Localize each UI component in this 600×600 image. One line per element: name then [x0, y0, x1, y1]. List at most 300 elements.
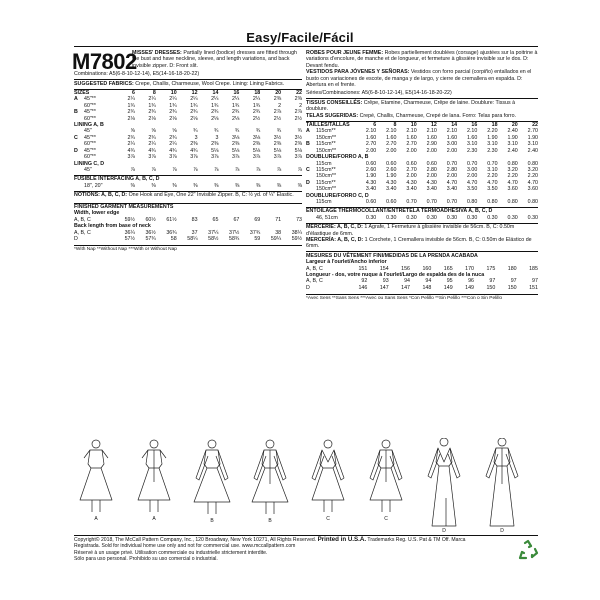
table-cell: 1.90 — [527, 134, 538, 141]
table-cell: 1.60 — [426, 134, 437, 141]
fabric-width: 46, 51cm — [316, 214, 338, 221]
table-cell: 2¼ — [211, 96, 219, 103]
table-cell: 3.00 — [446, 141, 458, 148]
view-letter — [74, 154, 84, 160]
table-cell: 2.30 — [467, 147, 478, 154]
entoilage-title: ENTOILAGE THERMOCOLLANT/ENTRETELA TERMOADHESIVA A, B, C, D — [306, 207, 538, 215]
table-cell: ⅝ — [130, 128, 135, 135]
mesures-title: MESURES DU VÊTEMENT FINI/MEDIDAS DE LA PRENDA ACABADA — [306, 251, 538, 259]
table-cell: 4¾ — [169, 147, 177, 154]
fabric-width: 45"** — [84, 109, 96, 116]
table-cell: 2¾ — [190, 109, 198, 116]
telas-text: Crepé, Challis, Charmeuse, Crepé de lana. Forro: Telas para forro. — [359, 112, 517, 119]
finished-title: FINISHED GARMENT MEASUREMENTS — [74, 203, 302, 211]
table-cell: 3⅞ — [273, 154, 282, 161]
sens-footnote: *Avec Sens **Sans Sens ***Avec ou Sans Sens *Con Pelillo **Sin Pelillo ***Con o Sin Pelillo — [306, 294, 538, 302]
table-cell: 1.60 — [365, 134, 377, 141]
footer-rule — [74, 535, 538, 536]
size-cell: 12 — [430, 122, 437, 129]
table-cell: 1¾ — [127, 102, 135, 109]
table-cell: 37½ — [229, 229, 240, 236]
fabric-width: 60"** — [84, 141, 96, 148]
yardage-lining-cd — [74, 167, 302, 173]
table-cell: 2¾ — [169, 134, 177, 141]
view-label-b-back: B — [268, 518, 272, 524]
table-cell: 83 — [191, 216, 198, 223]
description-es-title: VESTIDOS PARA JÓVENES Y SEÑORAS: — [306, 69, 410, 76]
table-cell: 58 — [170, 236, 177, 243]
table-cell: 0.70 — [406, 198, 417, 205]
table-cell: 4¾ — [190, 147, 198, 154]
table-cell: ⅜ — [255, 182, 261, 189]
table-cell: 4.30 — [406, 179, 417, 186]
table-cell: 3⅞ — [211, 154, 219, 161]
mesures-longueur — [306, 278, 538, 291]
size-cell: 12 — [191, 90, 198, 97]
dress-illustrations-svg — [74, 438, 538, 533]
table-cell: 0.80 — [507, 160, 518, 167]
table-cell: 2¼ — [169, 141, 177, 148]
table-cell: 0.30 — [507, 214, 518, 221]
fabric-width: 115cm — [316, 160, 332, 167]
table-cell: 2.00 — [406, 173, 417, 180]
table-cell: ⅝ — [151, 128, 156, 135]
table-cell: 2⅛ — [211, 115, 219, 122]
table-cell: 2¼ — [148, 96, 156, 103]
table-row — [74, 116, 302, 122]
table-cell: 58½ — [208, 236, 219, 243]
table-cell: 151 — [358, 265, 368, 272]
yardage-interfacing — [74, 183, 302, 189]
table-cell: 73 — [296, 216, 303, 223]
table-cell: 3⅛ — [231, 134, 240, 141]
tissus-text: Crêpe, Etamine, Charmeuse, Crêpe de laine. Doublure: Tissus à doublure. — [306, 99, 516, 113]
metrage-entoilage — [306, 215, 538, 221]
table-cell: 36¼ — [124, 229, 135, 236]
table-cell: 2.60 — [386, 166, 397, 173]
table-cell: 2.40 — [507, 128, 518, 135]
fabric-width: 150cm** — [316, 173, 337, 180]
table-cell: 0.30 — [406, 214, 417, 221]
table-cell: ¾ — [214, 128, 219, 135]
fabric-width: 150cm** — [316, 186, 337, 193]
table-cell: 3.40 — [406, 186, 417, 193]
table-cell: 2.10 — [446, 128, 458, 135]
table-cell: 148 — [422, 284, 432, 291]
view-letter: A, B, C — [74, 229, 91, 236]
tailles-label: TAILLES/TALLAS — [306, 122, 350, 129]
table-cell: 3 — [194, 134, 198, 141]
pattern-number: M7802 — [72, 49, 137, 74]
table-cell: 2⅛ — [127, 115, 135, 122]
yardage-main — [74, 96, 302, 122]
table-cell: 0.80 — [487, 198, 498, 205]
table-cell: 38¼ — [291, 229, 303, 236]
view-letter: D — [74, 147, 78, 154]
table-cell: 3⅞ — [252, 154, 261, 161]
table-cell: 0.70 — [467, 160, 478, 167]
table-cell: 2.10 — [467, 128, 478, 135]
table-cell: ¾ — [276, 128, 282, 135]
table-cell: ⅞ — [151, 166, 156, 173]
table-cell: 2⅛ — [190, 115, 198, 122]
usage-line-es: Sólo para uso personal. Prohibido su uso comercial o industrial. — [74, 556, 218, 563]
table-cell: ⅜ — [130, 182, 135, 189]
table-cell: 4.70 — [446, 179, 458, 186]
table-cell: ⅞ — [214, 166, 219, 173]
table-cell: 2.00 — [406, 147, 417, 154]
table-cell: 3½ — [294, 134, 303, 141]
telas — [306, 113, 538, 119]
merceria — [306, 237, 538, 250]
dress-d-back-drawing — [486, 438, 518, 526]
fabric-width: 45" — [84, 166, 92, 173]
description-fr — [306, 50, 538, 69]
table-cell: ⅜ — [276, 182, 282, 189]
table-cell: 2¾ — [148, 109, 156, 116]
table-cell: 2.00 — [467, 173, 478, 180]
table-cell: 2.70 — [386, 141, 397, 148]
table-cell: 2½ — [273, 115, 282, 122]
table-cell: 2.70 — [406, 166, 417, 173]
table-cell: 4.30 — [426, 179, 437, 186]
table-cell: 3.10 — [507, 141, 518, 148]
table-cell: 0.60 — [365, 160, 377, 167]
table-cell: 4.70 — [487, 179, 498, 186]
table-cell: 147 — [379, 284, 389, 291]
table-cell: 67 — [233, 216, 240, 223]
table-cell: ⅞ — [276, 166, 282, 173]
table-cell: 4¾ — [127, 147, 135, 154]
fabrics-text: Crepe, Challis, Charmeuse, Wool Crepe. Lining: Lining Fabrics. — [135, 80, 285, 87]
table-row — [74, 167, 302, 173]
table-cell: 3.40 — [426, 186, 437, 193]
table-cell: 0.60 — [406, 160, 417, 167]
table-row — [74, 183, 302, 189]
table-cell: 2¾ — [127, 134, 135, 141]
table-cell: 185 — [529, 265, 538, 272]
description-en-title: MISSES' DRESSES: — [132, 50, 182, 56]
table-cell: 97 — [532, 278, 538, 285]
description-fr-text: Robes partiellement doublées (corsage) ajustées sur la poitrine à variations d'encolure, de manche et de longueur, et fermeture à glissière invisible sur le dos. D: Devant fendu. — [306, 50, 538, 69]
table-cell: 3.50 — [467, 186, 478, 193]
table-cell: 3⅞ — [231, 154, 240, 161]
table-cell: 0.70 — [446, 160, 458, 167]
view-letter: B — [306, 141, 310, 148]
table-cell: 1.60 — [446, 134, 458, 141]
fabric-width: 60"** — [84, 154, 96, 161]
table-cell: 3.40 — [386, 186, 397, 193]
table-cell: 36½ — [145, 229, 156, 236]
table-cell: 2.10 — [386, 128, 397, 135]
table-cell: 2⅜ — [273, 96, 282, 103]
table-cell: 58¼ — [187, 236, 198, 243]
description-fr-title: ROBES POUR JEUNE FEMME: — [306, 50, 384, 56]
table-cell: 37¼ — [208, 229, 219, 236]
dress-c-front-drawing — [312, 440, 344, 512]
table-cell: 2¾ — [148, 134, 156, 141]
view-letter — [74, 183, 84, 189]
table-cell: 2.00 — [446, 173, 458, 180]
view-letter: A — [74, 96, 78, 103]
table-cell: 2.20 — [487, 128, 498, 135]
table-cell: 3⅛ — [252, 134, 261, 141]
table-cell: 57½ — [124, 236, 135, 243]
size-cell: 14 — [451, 122, 458, 129]
table-cell: 4.70 — [507, 179, 518, 186]
table-cell: 2¼ — [127, 141, 135, 148]
table-cell: 2.70 — [406, 141, 417, 148]
size-cell: 6 — [131, 90, 135, 97]
table-cell: 2¼ — [148, 141, 156, 148]
dress-illustrations — [74, 438, 538, 533]
table-cell: 0.30 — [527, 214, 538, 221]
notions-text: One Hook and Eye, One 22" Invisible Zipper. B, C: ½ yd. of ¼" Elastic. — [128, 192, 294, 199]
copyright-line: Copyright© 2018, The McCall Pattern Company, Inc., 120 Broadway, New York 10271, All Rights Reserved. — [74, 537, 317, 543]
table-cell: 65 — [212, 216, 219, 223]
table-cell: 1.90 — [386, 173, 397, 180]
table-cell: 1¾ — [190, 102, 198, 109]
table-cell: ⅜ — [214, 182, 219, 189]
table-row — [306, 285, 538, 291]
table-cell: 147 — [401, 284, 410, 291]
dress-c-back-drawing — [370, 440, 402, 512]
table-cell: 1.60 — [406, 134, 417, 141]
table-cell: 93 — [382, 278, 389, 285]
table-cell: 1.60 — [467, 134, 478, 141]
back-length-label: Back length from base of neck — [74, 223, 151, 230]
telas-title: TELAS SUGERIDAS: — [306, 112, 359, 119]
table-cell: 4.70 — [527, 179, 538, 186]
table-cell: ⅞ — [255, 166, 261, 173]
table-cell: 2¾ — [127, 109, 135, 116]
doublure-ab-title: DOUBLURE/FORRO A, B — [306, 154, 369, 161]
table-cell: 2⅜ — [231, 141, 240, 148]
size-cell: 16 — [233, 90, 240, 97]
table-cell: 2⅜ — [211, 141, 219, 148]
table-cell: 2 — [278, 102, 282, 109]
table-cell: 1¾ — [169, 102, 177, 109]
table-cell: 156 — [401, 265, 410, 272]
size-cell: 20 — [511, 122, 518, 129]
table-cell: 150 — [486, 284, 496, 291]
table-cell: 1¾ — [148, 102, 156, 109]
table-cell: 2.00 — [386, 147, 397, 154]
yardage-lining-ab — [74, 128, 302, 160]
size-cell: 16 — [471, 122, 478, 129]
table-cell: 149 — [443, 284, 453, 291]
combinations: Combinations: A5(6-8-10-12-14), E5(14-16-18-20-22) — [74, 71, 200, 78]
table-cell: 2.20 — [487, 173, 498, 180]
copyright-footer — [74, 537, 504, 563]
table-cell: 3.20 — [527, 166, 538, 173]
table-cell: 3.60 — [507, 186, 518, 193]
table-cell: 1.90 — [507, 134, 518, 141]
table-cell: 2.80 — [446, 166, 458, 173]
table-cell: 37 — [191, 229, 198, 236]
view-label-b-front: B — [210, 518, 214, 524]
printed-in-usa: Printed in U.S.A. — [317, 536, 367, 543]
table-cell: ⅜ — [172, 182, 177, 189]
recycle-icon — [516, 538, 540, 562]
table-cell: 3½ — [273, 134, 282, 141]
view-letter: A, B, C — [306, 278, 323, 285]
table-cell: 2.20 — [527, 173, 538, 180]
table-cell: 97 — [489, 278, 496, 285]
table-cell: 0.70 — [446, 198, 458, 205]
table-cell: 3⅞ — [294, 154, 303, 161]
table-cell: 154 — [379, 265, 389, 272]
table-cell: 0.70 — [426, 198, 437, 205]
table-cell: ¾ — [297, 128, 303, 135]
table-cell: 2¼ — [190, 96, 198, 103]
view-label-d-front: D — [442, 528, 446, 533]
mercerie-title: MERCERIE: A, B, C, D: — [306, 224, 363, 231]
description-en-text: Partially lined (bodice) dresses are fitted through the bust and have neckline, sleeve, and length variations, and back invisible zipper. D: Front slit. — [132, 50, 297, 69]
table-cell: 3⅞ — [190, 154, 198, 161]
description-en — [132, 50, 302, 69]
table-cell: 3.10 — [487, 141, 498, 148]
fabric-width: 115cm** — [316, 179, 336, 186]
table-cell: 1¾ — [252, 102, 261, 109]
table-cell: 0.30 — [487, 214, 498, 221]
table-cell: 2¾ — [231, 109, 240, 116]
table-cell: 58¾ — [229, 236, 240, 243]
table-cell: 180 — [507, 265, 517, 272]
table-cell: 2.10 — [365, 128, 377, 135]
view-label-c-front: C — [326, 516, 330, 522]
table-cell: 2½ — [252, 115, 261, 122]
view-letter: A — [306, 128, 310, 135]
table-cell: 2⅜ — [294, 141, 303, 148]
table-cell: 2½ — [294, 115, 303, 122]
table-cell: 0.60 — [386, 160, 397, 167]
table-cell: 0.60 — [365, 198, 377, 205]
view-letter: C — [306, 166, 310, 173]
metrage-doublure-cd — [306, 199, 538, 205]
table-cell: 92 — [361, 278, 368, 285]
table-cell: 150 — [507, 284, 517, 291]
size-cell: 10 — [170, 90, 177, 97]
table-cell: 2.70 — [527, 128, 538, 135]
lining-cd-title: LINING C, D — [74, 160, 105, 167]
finished-back-length — [74, 230, 302, 243]
table-cell: 2.40 — [527, 147, 538, 154]
table-cell: ⅞ — [297, 166, 303, 173]
size-cell: 8 — [152, 90, 156, 97]
table-cell: 97 — [510, 278, 517, 285]
fabric-width: 115cm** — [316, 166, 336, 173]
sizes-header — [74, 89, 302, 97]
fabrics — [74, 79, 302, 87]
table-cell: 2.10 — [426, 128, 437, 135]
table-cell: 94 — [404, 278, 410, 285]
metrage-main — [306, 128, 538, 154]
view-letter: B — [74, 109, 78, 116]
fabric-width: 45"** — [84, 134, 96, 141]
fabric-width: 18", 20" — [84, 182, 103, 189]
table-row — [306, 199, 538, 205]
view-letter: D — [74, 236, 78, 243]
table-cell: 3.50 — [487, 186, 498, 193]
view-label-a-back: A — [152, 516, 156, 522]
table-cell: 5⅛ — [252, 147, 261, 154]
fabric-width: 45" — [84, 128, 92, 135]
sizes-label: SIZES — [74, 90, 90, 97]
table-cell: ⅞ — [130, 166, 135, 173]
tissus-title: TISSUS CONSEILLÉS: — [306, 99, 363, 106]
width-lower-label: Width, lower edge — [74, 210, 120, 217]
table-cell: 2⅛ — [231, 115, 240, 122]
table-cell: ⅞ — [172, 166, 177, 173]
fabric-width: 45"** — [84, 147, 96, 154]
view-label-a-front: A — [94, 516, 98, 522]
size-cell: 6 — [373, 122, 377, 129]
table-cell: 165 — [443, 265, 453, 272]
table-cell: 3.10 — [487, 166, 498, 173]
lining-ab-title: LINING A, B — [74, 122, 104, 129]
mercerie — [306, 223, 538, 237]
table-cell: 3 — [215, 134, 219, 141]
table-cell: 1.90 — [365, 173, 377, 180]
table-row — [74, 236, 302, 242]
view-label-d-back: D — [500, 528, 504, 533]
table-cell: 2.00 — [426, 173, 437, 180]
table-cell: 0.60 — [386, 198, 397, 205]
size-cell: 22 — [532, 122, 538, 129]
table-cell: 0.80 — [527, 160, 538, 167]
table-cell: 2⅞ — [294, 109, 303, 116]
table-cell: 3.60 — [527, 186, 538, 193]
table-cell: 37¾ — [249, 229, 261, 236]
interfacing-title: FUSIBLE INTERFACING A, B, C, D — [74, 175, 302, 183]
table-cell: 2¼ — [252, 96, 261, 103]
fabrics-title: SUGGESTED FABRICS: — [74, 80, 134, 87]
view-label-c-back: C — [384, 516, 388, 522]
table-cell: 160 — [422, 265, 432, 272]
table-cell: 2.90 — [426, 141, 437, 148]
table-cell: 175 — [486, 265, 496, 272]
table-cell: 59½ — [124, 216, 135, 223]
table-cell: 2¼ — [231, 96, 240, 103]
description-es — [306, 69, 538, 88]
table-cell: 3⅞ — [169, 154, 177, 161]
fabric-width: 115cm** — [316, 141, 336, 148]
fabric-width: 60"** — [84, 115, 96, 122]
table-row — [306, 186, 538, 192]
table-cell: 149 — [465, 284, 474, 291]
fabric-width: 115cm** — [316, 128, 336, 135]
table-cell: 3.00 — [467, 166, 478, 173]
description-es-text: Vestidos con forro parcial (corpiño) entallados en el busto con variaciones de escote, de manga y de largo, y cierre de cremallera en espalda. D: Abertura en el frente. — [306, 69, 532, 89]
notions-title: NOTIONS: A, B, C, D: — [74, 192, 128, 199]
table-cell: 60½ — [145, 216, 156, 223]
table-cell: 59¼ — [270, 236, 282, 243]
dress-b-front-drawing — [194, 440, 230, 514]
table-cell: 0.80 — [507, 198, 518, 205]
table-cell: 2.00 — [446, 147, 458, 154]
table-cell: 2¾ — [252, 109, 261, 116]
view-letter: D — [306, 284, 310, 291]
mercerie-text: 1 Agrafe, 1 Fermeture à glissière invisible de 56cm. B, C: 0.50m d'élastique de 6mm. — [306, 224, 515, 237]
fabric-width: 115cm — [316, 198, 332, 205]
table-cell: 2.80 — [426, 166, 437, 173]
table-cell: 5⅛ — [294, 147, 303, 154]
table-cell: 3.10 — [527, 141, 538, 148]
table-cell: 3⅞ — [127, 154, 135, 161]
table-cell: 170 — [465, 265, 474, 272]
largeur-label: Largeur à l'ourlet/Ancho inferior — [306, 259, 387, 266]
